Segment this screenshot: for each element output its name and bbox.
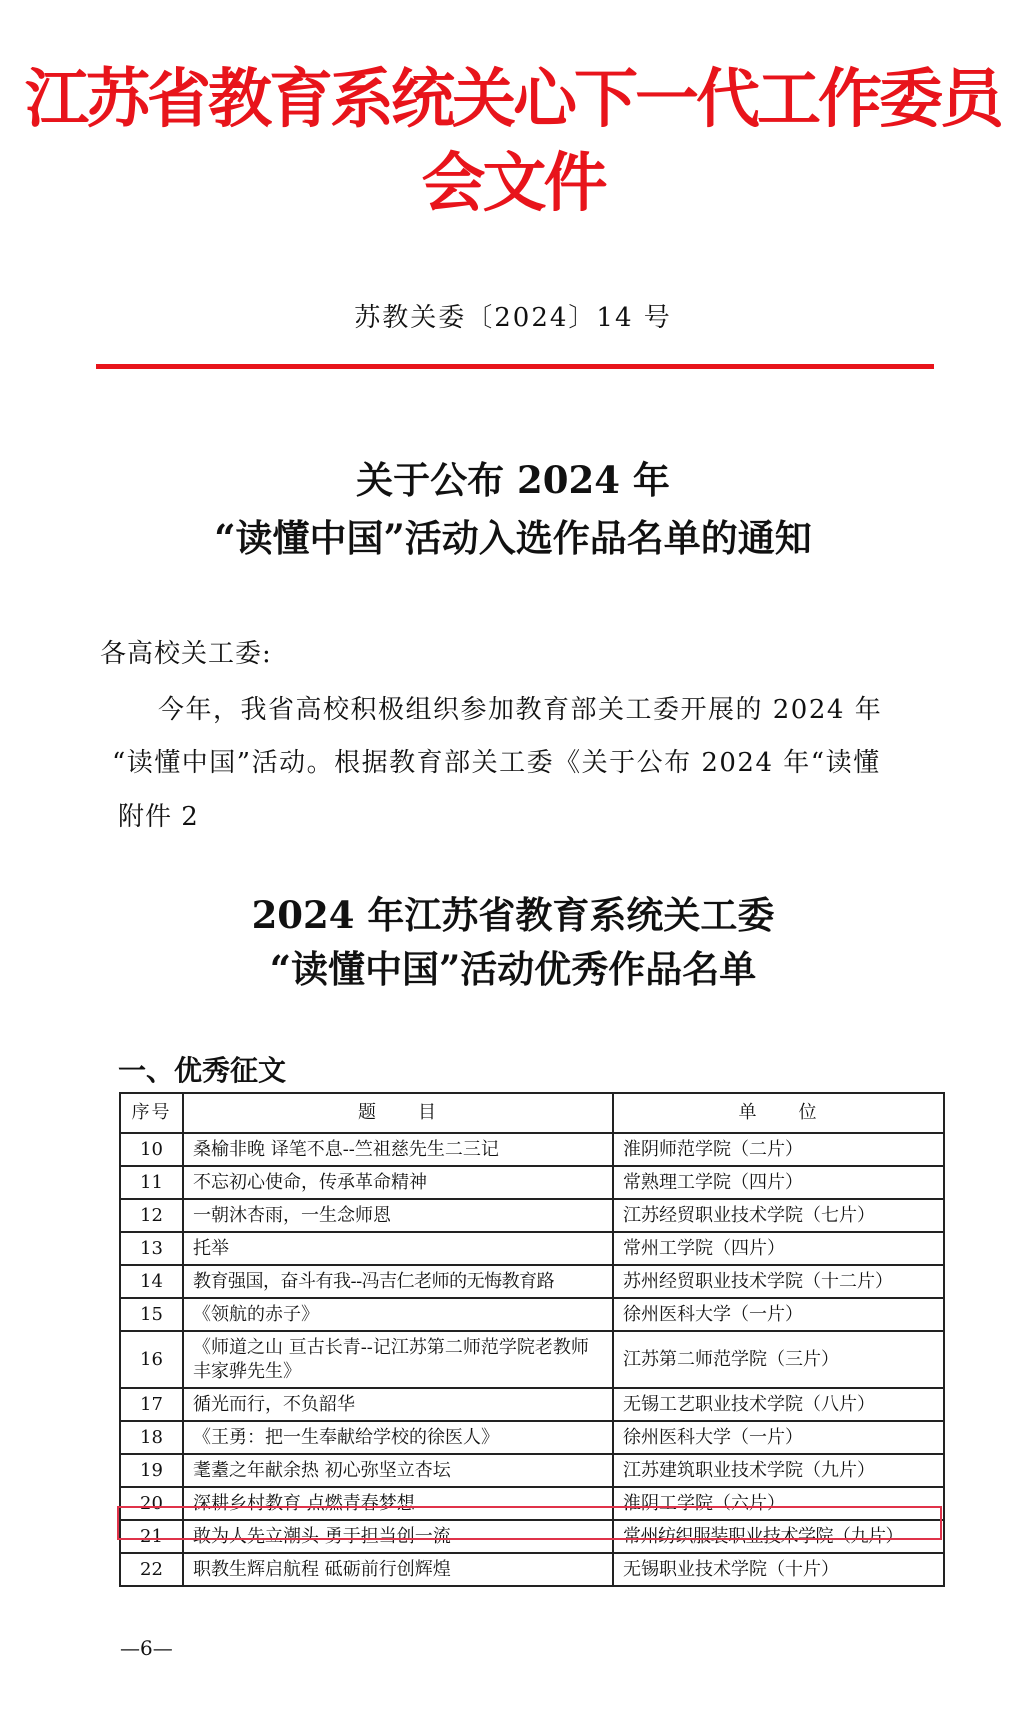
row-index: 16 xyxy=(120,1331,183,1388)
row-title: 桑榆非晚 译笔不息--竺祖慈先生二三记 xyxy=(183,1133,613,1166)
row-title: 敢为人先立潮头 勇于担当创一流 xyxy=(183,1520,613,1553)
row-unit: 江苏第二师范学院（三片） xyxy=(613,1331,944,1388)
annex-title-line2: “读懂中国”活动优秀作品名单 xyxy=(269,947,757,991)
row-index: 21 xyxy=(120,1520,183,1553)
row-title: 不忘初心使命，传承革命精神 xyxy=(183,1166,613,1199)
table-row xyxy=(120,1298,944,1331)
table-row xyxy=(120,1199,944,1232)
body-paragraph-line2: “读懂中国”活动。根据教育部关工委《关于公布 2024 年“读懂 xyxy=(112,748,881,778)
table-row xyxy=(120,1166,944,1199)
salutation: 各高校关工委: xyxy=(100,639,272,669)
document-header-title: 江苏省教育系统关心下一代工作委员会文件 xyxy=(25,62,1001,221)
table-row xyxy=(120,1421,944,1454)
row-title: 职教生辉启航程 砥砺前行创辉煌 xyxy=(183,1553,613,1586)
table-row xyxy=(120,1265,944,1298)
header-unit: 单 位 xyxy=(613,1093,944,1133)
section-heading: 一、优秀征文 xyxy=(118,1054,287,1087)
page-number: —6— xyxy=(120,1636,173,1660)
row-title: 一朝沐杏雨，一生念师恩 xyxy=(183,1199,613,1232)
red-divider xyxy=(96,364,934,369)
row-unit: 常州工学院（四片） xyxy=(613,1232,944,1265)
table-row xyxy=(120,1520,944,1553)
table-row-highlighted xyxy=(120,1487,944,1520)
row-unit: 淮阴工学院（六片） xyxy=(613,1487,944,1520)
row-index: 10 xyxy=(120,1133,183,1166)
row-index: 12 xyxy=(120,1199,183,1232)
row-title: 循光而行，不负韶华 xyxy=(183,1388,613,1421)
row-index: 18 xyxy=(120,1421,183,1454)
document-number: 苏教关委〔2024〕14 号 xyxy=(354,303,672,333)
row-unit: 无锡职业技术学院（十片） xyxy=(613,1553,944,1586)
row-index: 20 xyxy=(120,1487,183,1520)
award-table xyxy=(119,1092,945,1587)
table-row xyxy=(120,1388,944,1421)
header-index: 序号 xyxy=(120,1093,183,1133)
row-unit: 徐州医科大学（一片） xyxy=(613,1298,944,1331)
row-unit: 徐州医科大学（一片） xyxy=(613,1421,944,1454)
annex-title-line1: 2024 年江苏省教育系统关工委 xyxy=(251,893,775,937)
row-unit: 江苏经贸职业技术学院（七片） xyxy=(613,1199,944,1232)
row-title: 深耕乡村教育 点燃青春梦想 xyxy=(183,1487,613,1520)
row-unit: 无锡工艺职业技术学院（八片） xyxy=(613,1388,944,1421)
row-index: 17 xyxy=(120,1388,183,1421)
table-header-row xyxy=(120,1093,944,1133)
row-unit: 常州纺织服装职业技术学院（九片） xyxy=(613,1520,944,1553)
row-title: 托举 xyxy=(183,1232,613,1265)
row-unit: 苏州经贸职业技术学院（十二片） xyxy=(613,1265,944,1298)
header-title: 题 目 xyxy=(183,1093,613,1133)
row-unit: 江苏建筑职业技术学院（九片） xyxy=(613,1454,944,1487)
row-index: 14 xyxy=(120,1265,183,1298)
row-title: 教育强国，奋斗有我--冯吉仁老师的无悔教育路 xyxy=(183,1265,613,1298)
row-index: 11 xyxy=(120,1166,183,1199)
table-row xyxy=(120,1331,944,1388)
row-unit: 常熟理工学院（四片） xyxy=(613,1166,944,1199)
row-index: 13 xyxy=(120,1232,183,1265)
row-title: 《王勇：把一生奉献给学校的徐医人》 xyxy=(183,1421,613,1454)
row-title: 耄耋之年献余热 初心弥坚立杏坛 xyxy=(183,1454,613,1487)
table-row xyxy=(120,1553,944,1586)
row-unit: 淮阴师范学院（二片） xyxy=(613,1133,944,1166)
row-title: 《领航的赤子》 xyxy=(183,1298,613,1331)
row-index: 15 xyxy=(120,1298,183,1331)
table-row xyxy=(120,1133,944,1166)
table-row xyxy=(120,1232,944,1265)
table-row xyxy=(120,1454,944,1487)
notice-title-line1: 关于公布 2024 年 xyxy=(356,458,670,502)
notice-title-line2: “读懂中国”活动入选作品名单的通知 xyxy=(214,516,812,560)
row-index: 22 xyxy=(120,1553,183,1586)
row-index: 19 xyxy=(120,1454,183,1487)
attachment-label: 附件 2 xyxy=(118,802,199,832)
row-title: 《师道之山 亘古长青--记江苏第二师范学院老教师丰家骅先生》 xyxy=(183,1331,613,1388)
body-paragraph-line1: 今年，我省高校积极组织参加教育部关工委开展的 2024 年 xyxy=(158,695,883,725)
